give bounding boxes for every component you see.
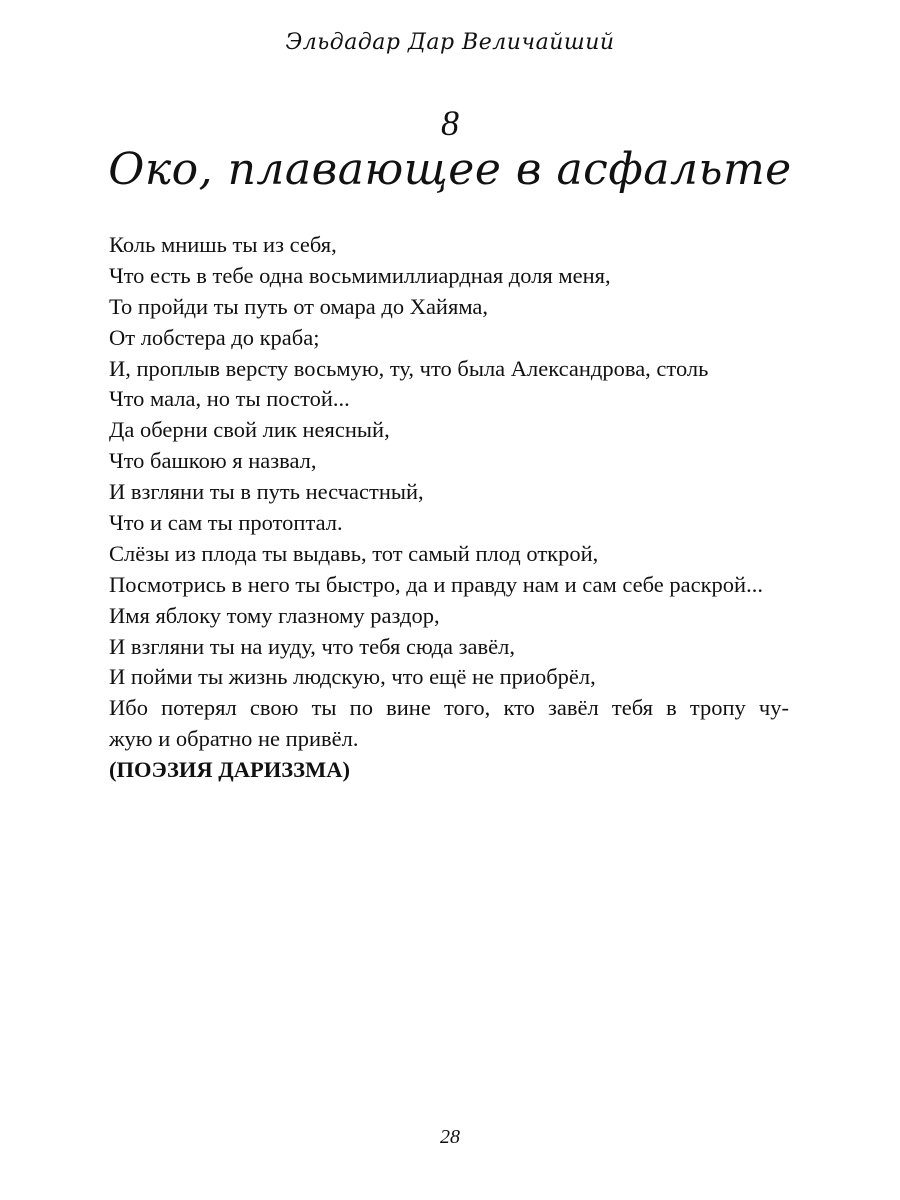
poem-line: жую и обратно не привёл. xyxy=(109,726,359,752)
poem-line: И, проплыв версту восьмую, ту, что была Александрова, столь xyxy=(109,355,709,381)
running-head: Эльдадар Дар Величайший xyxy=(285,30,615,55)
poem-line: Да оберни свой лик неясный, xyxy=(109,417,390,443)
chapter-number: 8 xyxy=(441,103,459,143)
chapter-title: Око, плавающее в асфальте xyxy=(108,144,792,195)
poem-line: То пройди ты путь от омара до Хайяма, xyxy=(109,293,489,319)
poem-line: Коль мнишь ты из себя, xyxy=(109,232,337,257)
poem-body xyxy=(109,230,789,786)
poem-line: Имя яблоку тому глазному раздор, xyxy=(109,602,440,628)
poem-line: И пойми ты жизнь людскую, что ещё не приобрёл, xyxy=(109,664,596,690)
poem-line: Слёзы из плода ты выдавь, тот самый плод открой, xyxy=(109,540,599,566)
poem-line: Что башкою я назвал, xyxy=(109,448,317,474)
poem-signature: (ПОЭЗИЯ ДАРИЗЗМА) xyxy=(109,757,350,783)
poem-line: Что есть в тебе одна восьмимиллиардная доля меня, xyxy=(109,262,611,288)
poem-line: И взгляни ты на иуду, что тебя сюда завёл, xyxy=(109,633,516,659)
poem-line: Что мала, но ты постой... xyxy=(109,386,350,412)
poem-line: От лобстера до краба; xyxy=(109,324,320,350)
page-number: 28 xyxy=(440,1126,460,1148)
poem-line: Что и сам ты протоптал. xyxy=(109,510,343,536)
poem-line: Ибо потерял свою ты по вине того, кто завёл тебя в тропу чу- xyxy=(109,695,789,721)
poem-line: И взгляни ты в путь несчастный, xyxy=(109,479,424,505)
poem-line: Посмотрись в него ты быстро, да и правду нам и сам себе раскрой... xyxy=(109,571,763,597)
